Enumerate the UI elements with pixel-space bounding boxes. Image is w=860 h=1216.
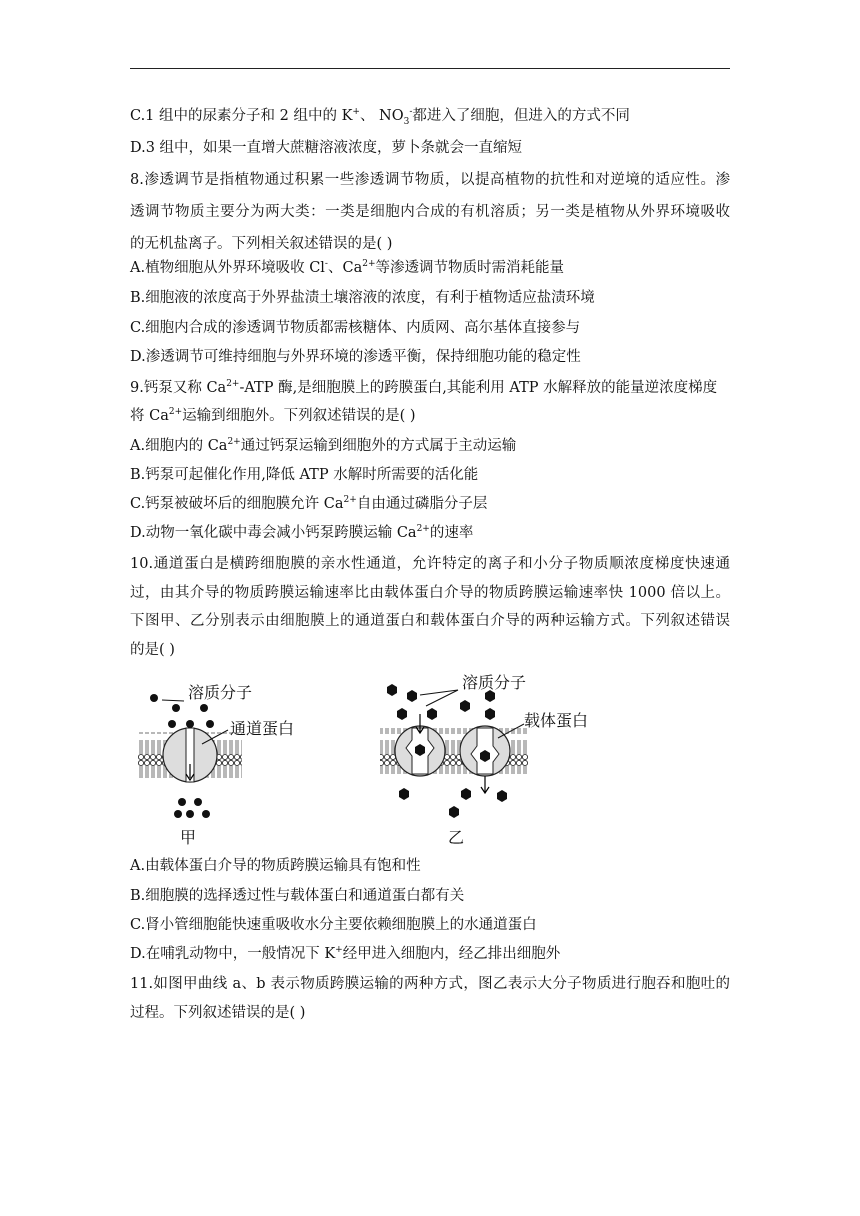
q9-stem-line2: 将 $Ca^{2+}$运输到细胞外。下列叙述错误的是( ): [130, 407, 416, 424]
q9-option-c: C.钙泵被破坏后的细胞膜允许 $Ca^{2+}$自由通过磷脂分子层: [130, 495, 488, 512]
q10-option-c: C.肾小管细胞能快速重吸收水分主要依赖细胞膜上的水通道蛋白: [130, 917, 537, 933]
membrane-transport-figure: [120, 668, 620, 848]
q8-option-b: B.细胞液的浓度高于外界盐渍土壤溶液的浓度，有利于植物适应盐渍环境: [130, 290, 595, 306]
channel-label: 通道蛋白: [230, 719, 295, 738]
label-jia: 甲: [180, 828, 197, 847]
q11-stem-line2: 过程。下列叙述错误的是( ): [130, 1005, 306, 1021]
header-rule: [130, 68, 730, 69]
q8-option-a: A.植物细胞从外界环境吸收 Cl-、$Ca^{2+}$等渗透调节物质时需消耗能量: [130, 259, 564, 276]
label-yi: 乙: [448, 828, 465, 847]
q9-option-b: B.钙泵可起催化作用,降低 ATP 水解时所需要的活化能: [130, 467, 479, 483]
q8-option-d: D.渗透调节可维持细胞与外界环境的渗透平衡，保持细胞功能的稳定性: [130, 349, 581, 365]
q7-option-c: C.1 组中的尿素分子和 2 组中的 K+、 $NO_3^-$都进入了细胞，但进入的方式不同: [130, 107, 630, 127]
channel-diagram: [138, 683, 294, 847]
q10-option-b: B.细胞膜的选择透过性与载体蛋白和通道蛋白都有关: [130, 888, 465, 904]
q8-option-c: C.细胞内合成的渗透调节物质都需核糖体、内质网、高尔基体直接参与: [130, 320, 581, 336]
carrier-label: 载体蛋白: [524, 711, 589, 730]
q9-option-d: D.动物一氧化碳中毒会减小钙泵跨膜运输 $Ca^{2+}$的速率: [130, 524, 474, 541]
q10-option-a: A.由载体蛋白介导的物质跨膜运输具有饱和性: [130, 858, 421, 874]
carrier-diagram: [380, 673, 588, 847]
q9-option-a: A.细胞内的 $Ca^{2+}$通过钙泵运输到细胞外的方式属于主动运输: [130, 437, 517, 454]
q9-stem-line1: 9.钙泵又称 $Ca^{2+}$-ATP 酶,是细胞膜上的跨膜蛋白,其能利用 ATP 水解释放的能量逆浓度梯度: [130, 379, 718, 396]
q10-stem-line1: 10.通道蛋白是横跨细胞膜的亲水性通道，允许特定的离子和小分子物质顺浓度梯度快速通: [130, 556, 730, 572]
q8-stem-line2: 透调节物质主要分为两大类：一类是细胞内合成的有机溶质；另一类是植物从外界环境吸收: [130, 204, 730, 220]
q8-stem-line3: 的无机盐离子。下列相关叙述错误的是( ): [130, 236, 393, 252]
q8-stem-line1: 8.渗透调节是指植物通过积累一些渗透调节物质，以提高植物的抗性和对逆境的适应性。渗: [130, 172, 730, 188]
q10-stem-line4: 的是( ): [130, 642, 175, 658]
solute-label-right: 溶质分子: [462, 673, 527, 692]
q10-option-d: D.在哺乳动物中，一般情况下 K+经甲进入细胞内，经乙排出细胞外: [130, 945, 561, 962]
q7-option-d: D.3 组中，如果一直增大蔗糖溶液浓度，萝卜条就会一直缩短: [130, 140, 523, 156]
q10-stem-line3: 下图甲、乙分别表示由细胞膜上的通道蛋白和载体蛋白介导的两种运输方式。下列叙述错误: [130, 613, 730, 629]
q10-stem-line2: 过，由其介导的物质跨膜运输速率比由载体蛋白介导的物质跨膜运输速率快 1000 倍以上。: [130, 585, 730, 601]
q11-stem-line1: 11.如图甲曲线 a、b 表示物质跨膜运输的两种方式，图乙表示大分子物质进行胞吞和胞吐的: [130, 976, 730, 992]
solute-label-left: 溶质分子: [188, 683, 253, 702]
